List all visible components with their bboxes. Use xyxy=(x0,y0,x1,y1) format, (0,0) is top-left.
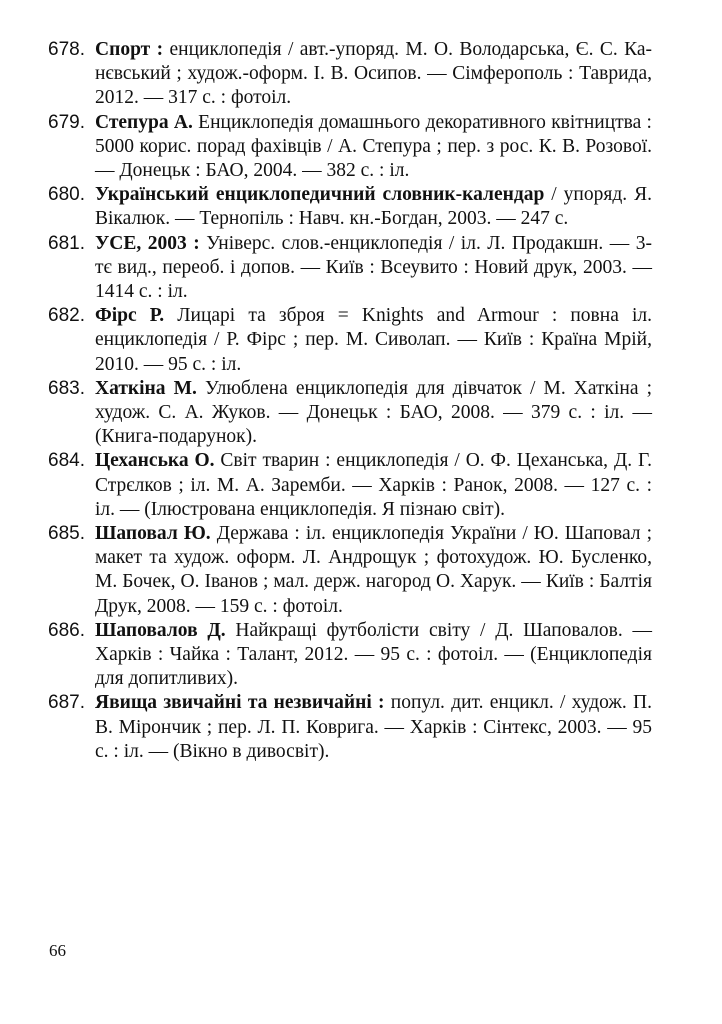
entry-number: 687. xyxy=(48,692,85,714)
entry-number: 684. xyxy=(48,450,85,472)
bibliography-entry xyxy=(48,232,652,305)
page-number: 66 xyxy=(49,941,66,960)
entry-number: 678. xyxy=(48,39,85,60)
entry-heading: Український енциклопедичний словник-календар xyxy=(95,184,545,206)
entry-number: 681. xyxy=(48,232,85,254)
entry-description: енциклопедія / авт.-упоряд. М. О. Володарська, Є. С. Ка-нєвський ; худож.-оформ. І. В. Осипов. — Сімферополь : Таврида, 2012. — 317 с. : фотоіл. xyxy=(95,39,652,109)
bibliography-entry xyxy=(48,183,652,231)
entry-description: Універс. слов.-енциклопедія / іл. Л. Продакшн. — 3-тє вид., переоб. і допов. — Київ : Всеувито : Новий друк, 2003. — 1414 с. : іл. xyxy=(95,232,652,303)
bibliography-entry xyxy=(48,691,652,764)
entry-description: / упоряд. Я. Вікалюк. — Тернопіль : Навч. кн.-Богдан, 2003. — 247 с. xyxy=(95,184,652,230)
entry-description: Лицарі та зброя = Knights and Armour : повна іл. енциклопедія / Р. Фірс ; пер. М. Сиволап. — Київ : Країна Мрій, 2010. — 95 с. : іл. xyxy=(95,305,652,375)
entry-description: Енциклопедія домашнього декоративного квітництва : 5000 корис. порад фахівців / А. Степура ; пер. з рос. К. В. Розової. — Донецьк : БАО, 2004. — 382 с. : іл. xyxy=(95,111,652,182)
bibliography-entry xyxy=(48,449,652,522)
bibliography-entry xyxy=(48,38,652,111)
entry-heading: Хаткіна М. xyxy=(95,377,197,399)
entry-number: 682. xyxy=(48,305,85,327)
entry-number: 679. xyxy=(48,111,85,133)
entry-heading: Фірс Р. xyxy=(95,305,165,327)
entry-description: Світ тварин : енциклопедія / О. Ф. Цеханська, Д. Г. Стрєлков ; іл. М. А. Заремби. — Харків : Ранок, 2008. — 127 с. : іл. — (Ілюстрована енциклопедія. Я пізнаю світ). xyxy=(95,450,652,520)
entry-number: 680. xyxy=(48,184,85,206)
entry-heading: УСЕ, 2003 : xyxy=(95,232,200,254)
entry-heading: Спорт : xyxy=(95,39,164,60)
bibliography-entry xyxy=(48,377,652,450)
entry-number: 686. xyxy=(48,619,85,641)
bibliography-entry xyxy=(48,619,652,692)
entry-description: Держава : іл. енциклопедія України / Ю. Шаповал ; макет та худож. оформ. Л. Андрощук ; фотохудож. Ю. Бусленко, М. Бочек, О. Іванов ; мал. держ. нагород О. Харук. — Київ : Балтія Друк, 2008. — 159 с. : фотоіл. xyxy=(95,523,652,617)
entry-number: 685. xyxy=(48,523,85,545)
entry-description: попул. дит. енцикл. / худож. П. В. Мірончик ; пер. Л. П. Коврига. — Харків : Сінтекс, 2003. — 95 с. : іл. — (Вікно в дивосвіт). xyxy=(95,692,652,762)
entry-description: Улюблена енциклопедія для дівчаток / М. Хаткіна ; худож. С. А. Жуков. — Донецьк : БАО, 2008. — 379 с. : іл. — (Книга-подарунок). xyxy=(95,377,652,448)
entry-description: Найкращі футболісти світу / Д. Шаповалов. — Харків : Чайка : Талант, 2012. — 95 с. : фотоіл. — (Енциклопедія для допитливих). xyxy=(95,619,652,690)
entry-heading: Цеханська О. xyxy=(95,450,215,472)
entry-heading: Явища звичайні та незвичайні : xyxy=(95,692,385,714)
bibliography-list xyxy=(48,38,652,764)
entry-heading: Степура А. xyxy=(95,111,193,133)
bibliography-entry xyxy=(48,522,652,619)
bibliography-entry xyxy=(48,304,652,377)
bibliography-entry xyxy=(48,111,652,184)
entry-number: 683. xyxy=(48,377,85,399)
entry-heading: Шаповалов Д. xyxy=(95,619,226,641)
entry-heading: Шаповал Ю. xyxy=(95,523,211,545)
